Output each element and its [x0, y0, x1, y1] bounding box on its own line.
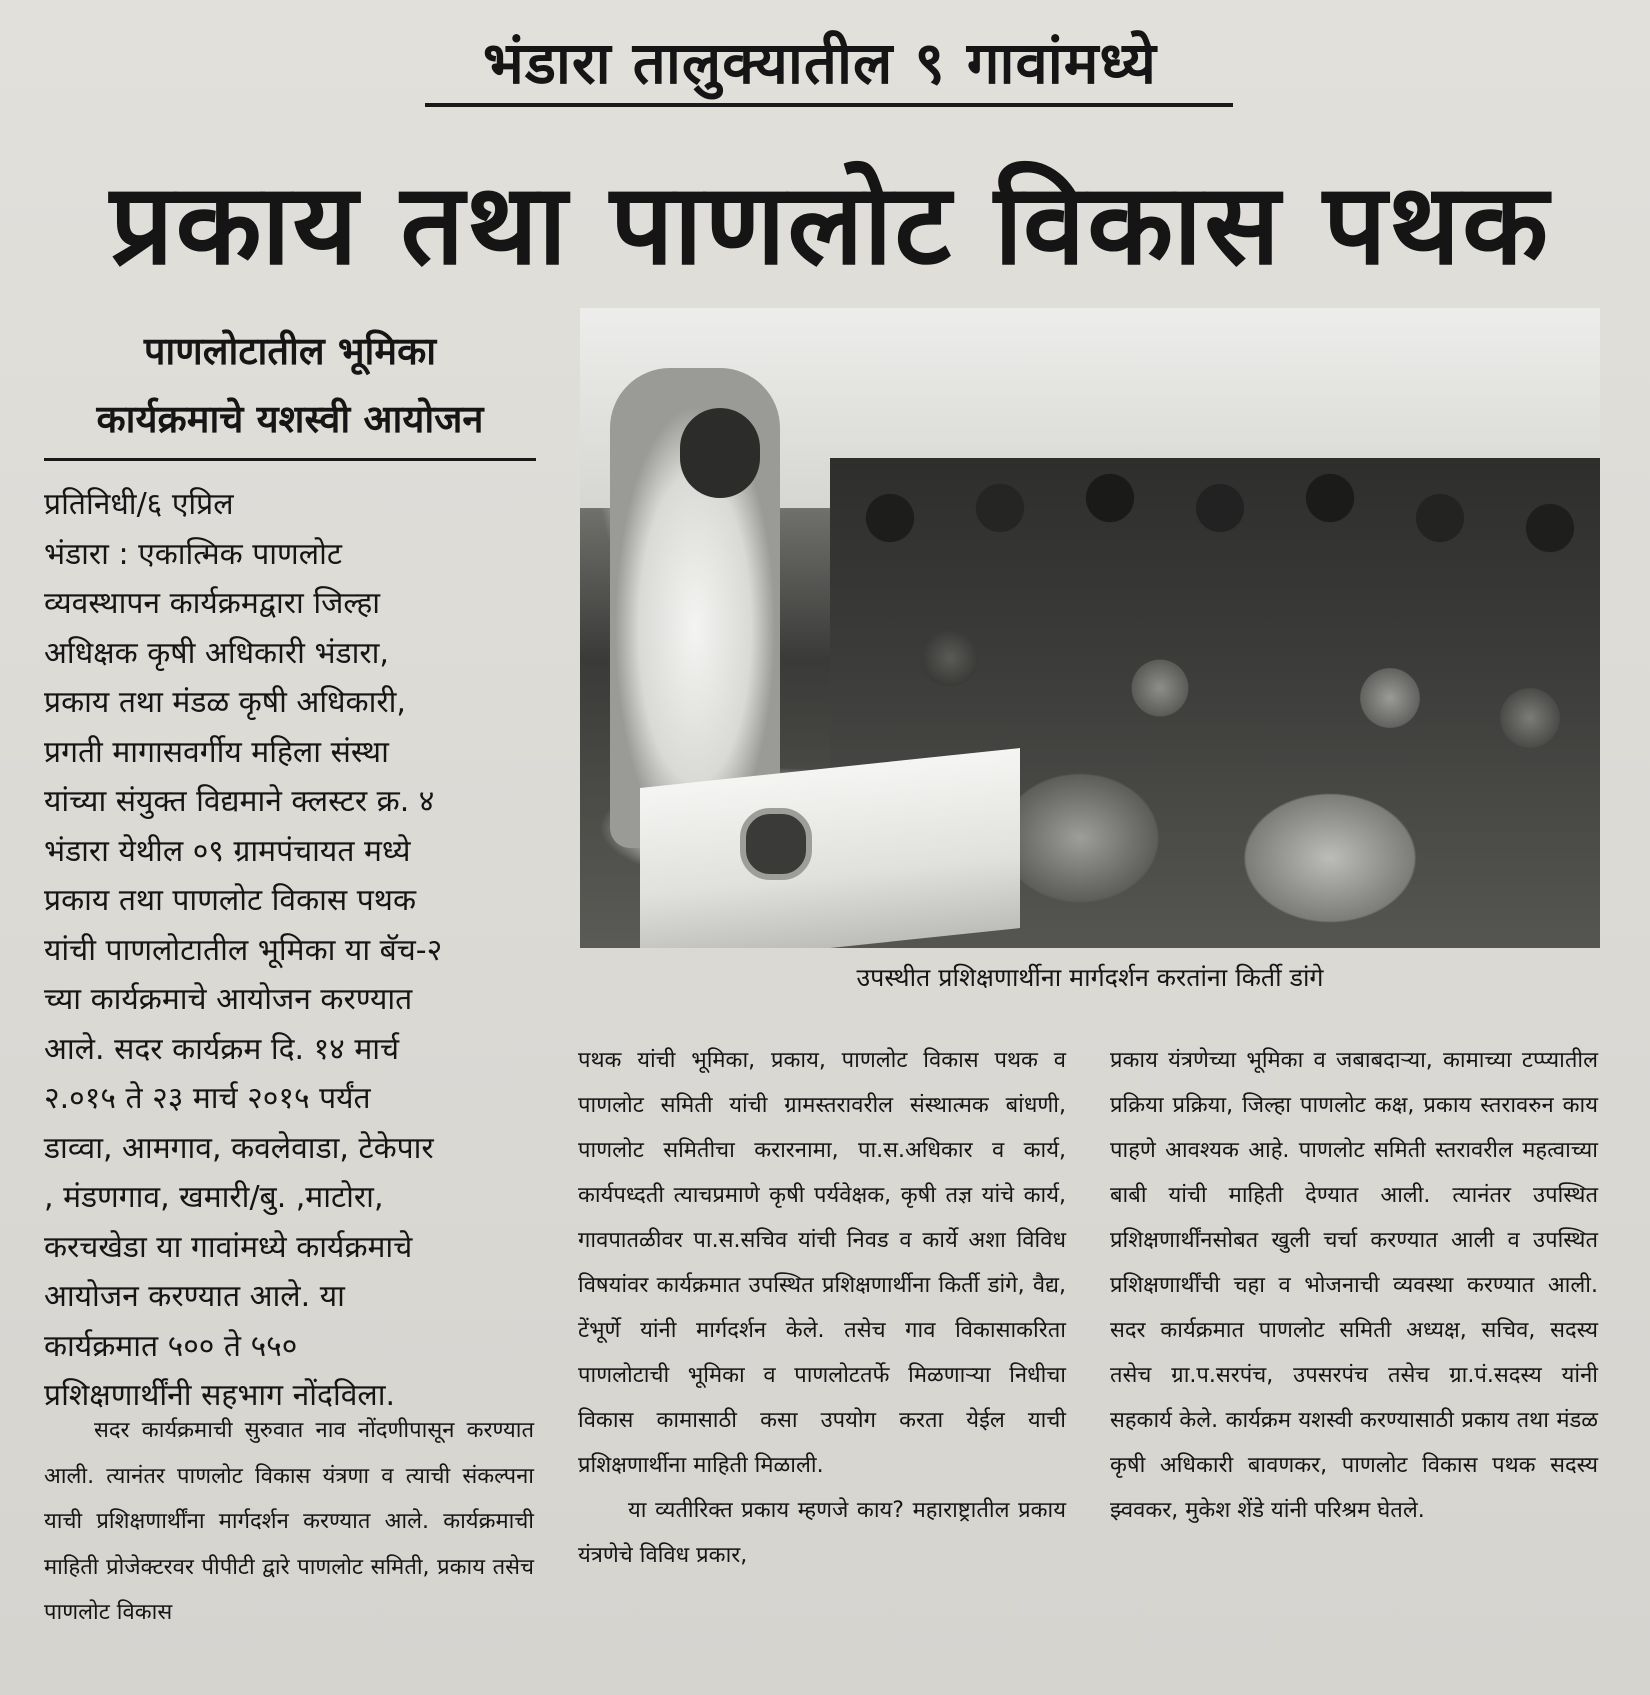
lead-line: च्या कार्यक्रमाचे आयोजन करण्यात — [44, 982, 413, 1017]
body-paragraph: या व्यतीरिक्त प्रकाय म्हणजे काय? महाराष्ट्रातील प्रकाय यंत्रणेचे विविध प्रकार, — [578, 1498, 1066, 1568]
lead-line: प्रगती मागासवर्गीय महिला संस्था — [44, 734, 389, 770]
lead-line: यांची पाणलोटातील भूमिका या बॅच-२ — [44, 932, 443, 968]
subheadline-line-2: कार्यक्रमाचे यशस्वी आयोजन — [96, 397, 484, 441]
lead-line: आले. सदर कार्यक्रम दि. १४ मार्च — [44, 1031, 400, 1067]
lead-line: आयोजन करण्यात आले. या — [44, 1279, 345, 1314]
lead-line: यांच्या संयुक्त विद्यमाने क्लस्टर क्र. ४ — [44, 784, 435, 819]
column-3 — [1110, 1038, 1598, 1533]
news-photo — [580, 308, 1600, 948]
dateline: प्रतिनिधी/६ एप्रिल — [44, 487, 234, 522]
kicker-underline — [425, 103, 1233, 107]
column-1-lead — [44, 480, 534, 1421]
lead-line: भंडारा : एकात्मिक पाणलोट — [44, 536, 342, 572]
lead-line: प्रशिक्षणार्थींनी सहभाग नोंदविला. — [44, 1378, 396, 1413]
photo-caption: उपस्थीत प्रशिक्षणार्थीना मार्गदर्शन करतांना किर्ती डांगे — [856, 963, 1324, 992]
photo-projector — [740, 808, 812, 880]
lead-line: कार्यक्रमात ५०० ते ५५० — [44, 1328, 298, 1364]
subheadline-line-1: पाणलोटातील भूमिका — [143, 329, 437, 373]
main-headline: प्रकाय तथा पाणलोट विकास पथक — [109, 160, 1551, 290]
subheadline-rule — [44, 458, 536, 461]
lead-line: व्यवस्थापन कार्यक्रमद्वारा जिल्हा — [44, 586, 381, 621]
lead-line: डाव्वा, आमगाव, कवलेवाडा, टेकेपार — [44, 1130, 434, 1166]
body-paragraph: पथक यांची भूमिका, प्रकाय, पाणलोट विकास पथक व पाणलोट समिती यांची ग्रामस्तरावरील संस्थात्मक बांधणी, पाणलोट समितीचा करारनामा, पा.स.अधिकार व कार्य, कार्यपध्दती त्याचप्रमाणे कृषी पर्यवेक्षक, कृषी तज्ञ यांचे कार्य, गावपातळीवर पा.स.सचिव यांची निवड व कार्ये अशा विविध विषयांवर कार्यक्रमात उपस्थित प्रशिक्षणार्थीना किर्ती डांगे, वैद्य, टेंभूर्णे यांनी मार्गदर्शन केले. तसेच गाव विकासाकरिता पाणलोटाची भूमिका व पाणलोटतर्फे मिळणाऱ्या निधीचा विकास कामासाठी कसा उपयोग करता येईल याची प्रशिक्षणार्थीना माहिती मिळाली. — [578, 1048, 1066, 1478]
lead-line: प्रकाय तथा पाणलोट विकास पथक — [44, 883, 416, 918]
lead-line: अधिक्षक कृषी अधिकारी भंडारा, — [44, 635, 389, 671]
lead-line: भंडारा येथील ०९ ग्रामपंचायत मध्ये — [44, 833, 411, 869]
lead-line: करचखेडा या गावांमध्ये कार्यक्रमाचे — [44, 1229, 413, 1265]
body-paragraph: सदर कार्यक्रमाची सुरुवात नाव नोंदणीपासून करण्यात आली. त्यानंतर पाणलोट विकास यंत्रणा व त्याची संकल्पना याची प्रशिक्षणार्थींना मार्गदर्शन करण्यात आले. कार्यक्रमाची माहिती प्रोजेक्टरवर पीपीटी द्वारे पाणलोट समिती, प्रकाय तसेच पाणलोट विकास — [44, 1418, 534, 1625]
lead-line: २.०१५ ते २३ मार्च २०१५ पर्यंत — [44, 1081, 371, 1116]
photo-speaker-head — [680, 408, 760, 498]
column-1-body — [44, 1408, 534, 1636]
kicker-headline: भंडारा तालुक्यातील ९ गावांमध्ये — [483, 29, 1157, 97]
body-paragraph: प्रकाय यंत्रणेच्या भूमिका व जबाबदाऱ्या, कामाच्या टप्प्यातील प्रक्रिया प्रक्रिया, जिल्हा पाणलोट कक्ष, प्रकाय स्तरावरुन काय पाहणे आवश्यक आहे. पाणलोट समिती स्तरावरील महत्वाच्या बाबी यांची माहिती देण्यात आली. त्यानंतर उपस्थित प्रशिक्षणार्थींनसोबत खुली चर्चा करण्यात आली व उपस्थित प्रशिक्षणार्थींची चहा व भोजनाची व्यवस्था करण्यात आली. सदर कार्यक्रमात पाणलोट समिती अध्यक्ष, सचिव, सदस्य तसेच ग्रा.प.सरपंच, उपसरपंच तसेच ग्रा.पं.सदस्य यांनी सहकार्य केले. कार्यक्रम यशस्वी करण्यासाठी प्रकाय तथा मंडळ कृषी अधिकारी बावणकर, पाणलोट विकास पथक सदस्य झ्ववकर, मुकेश शेंडे यांनी परिश्रम घेतले. — [1110, 1048, 1598, 1523]
lead-line: प्रकाय तथा मंडळ कृषी अधिकारी, — [44, 685, 406, 720]
lead-line: , मंडणगाव, खमारी/बु. ,माटोरा, — [44, 1180, 384, 1215]
column-2 — [578, 1038, 1066, 1578]
